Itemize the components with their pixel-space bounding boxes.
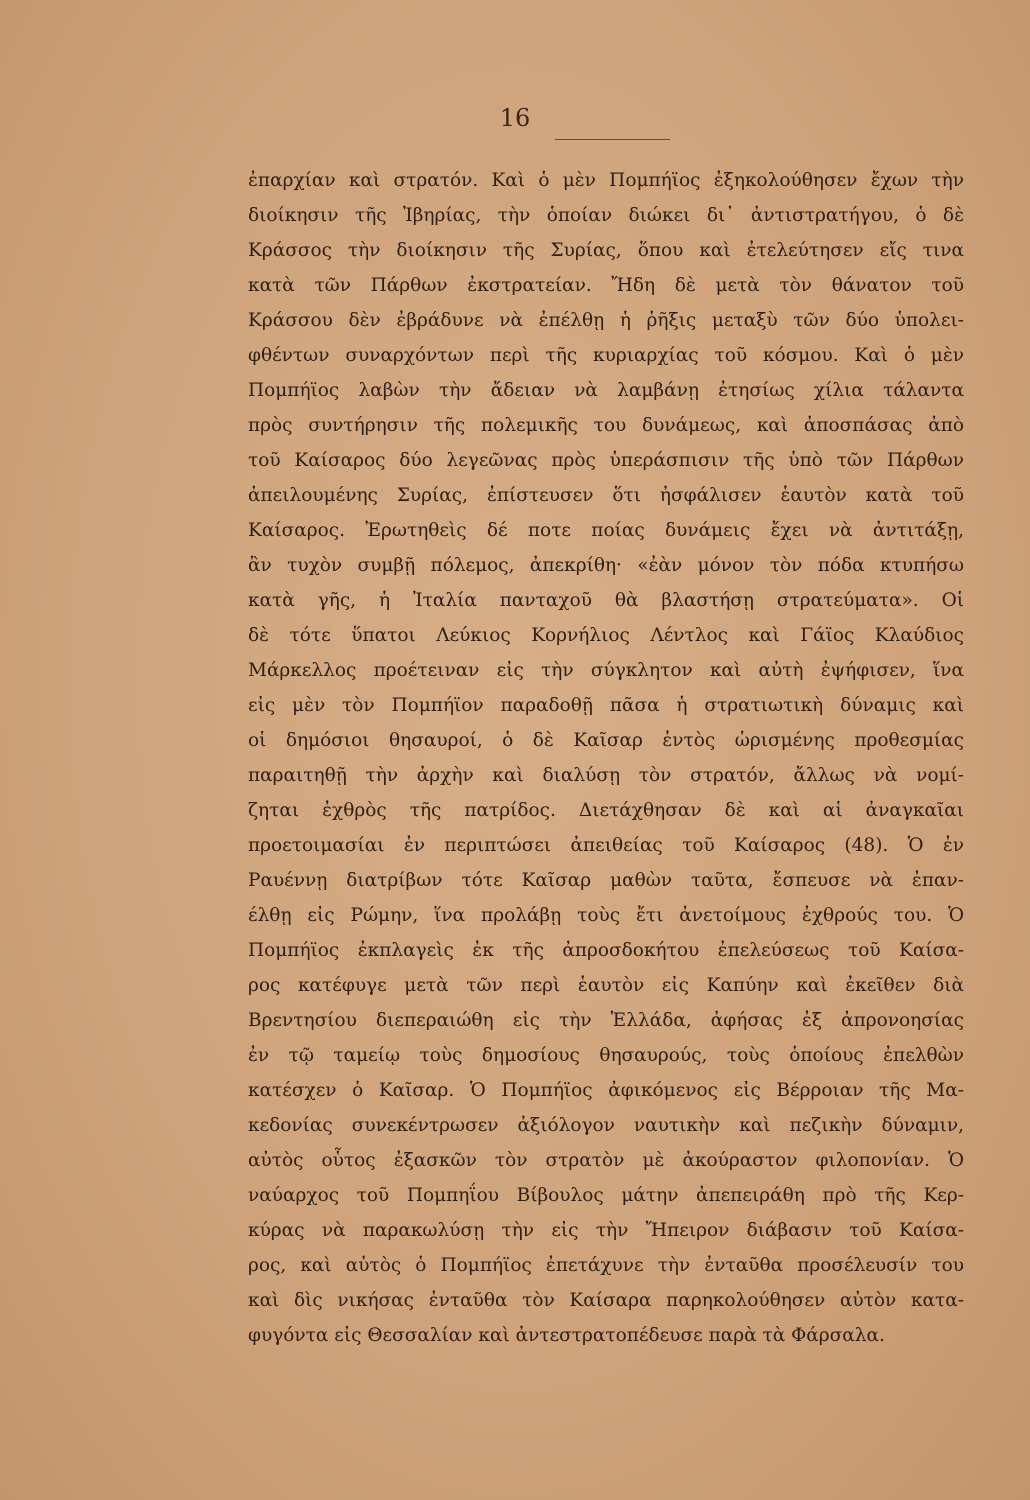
text-line: Καίσαρος. Ἐρωτηθεὶς δέ ποτε ποίας δυνάμεις ἔχει νὰ ἀντιτάξῃ, bbox=[248, 520, 964, 541]
text-line: κεδονίας συνεκέντρωσεν ἀξιόλογον ναυτικὴν καὶ πεζικὴν δύναμιν, bbox=[248, 1115, 964, 1136]
text-line: Πομπήϊος ἐκπλαγεὶς ἐκ τῆς ἀπροσδοκήτου ἐπελεύσεως τοῦ Καίσα- bbox=[248, 940, 964, 961]
text-line: ἐν τῷ ταμείῳ τοὺς δημοσίους θησαυρούς, τοὺς ὁποίους ἐπελθὼν bbox=[248, 1045, 964, 1066]
text-line: κατέσχεν ὁ Καῖσαρ. Ὁ Πομπήϊος ἀφικόμενος εἰς Βέρροιαν τῆς Μα- bbox=[248, 1080, 964, 1101]
text-line: ἂν τυχὸν συμβῇ πόλεμος, ἀπεκρίθη· «ἐὰν μόνον τὸν πόδα κτυπήσω bbox=[248, 555, 964, 576]
text-line: Ραυέννῃ διατρίβων τότε Καῖσαρ μαθὼν ταῦτα, ἔσπευσε νὰ ἐπαν- bbox=[248, 870, 964, 891]
text-line: Βρεντησίου διεπεραιώθη εἰς τὴν Ἑλλάδα, ἀφήσας ἐξ ἀπρονοησίας bbox=[248, 1010, 964, 1031]
text-line: οἱ δημόσιοι θησαυροί, ὁ δὲ Καῖσαρ ἐντὸς ὡρισμένης προθεσμίας bbox=[248, 730, 964, 751]
text-line: ρος, καὶ αὐτὸς ὁ Πομπήϊος ἐπετάχυνε τὴν ἐνταῦθα προσέλευσίν του bbox=[248, 1255, 964, 1276]
text-line: Πομπήϊος λαβὼν τὴν ἄδειαν νὰ λαμβάνῃ ἐτησίως χίλια τάλαντα bbox=[248, 380, 964, 401]
text-line: ἐπαρχίαν καὶ στρατόν. Καὶ ὁ μὲν Πομπήϊος ἐξηκολούθησεν ἔχων τὴν bbox=[248, 170, 964, 191]
text-line: δὲ τότε ὕπατοι Λεύκιος Κορνήλιος Λέντλος καὶ Γάϊος Κλαύδιος bbox=[248, 625, 964, 646]
text-line: κατὰ τῶν Πάρθων ἐκστρατείαν. Ἤδη δὲ μετὰ τὸν θάνατον τοῦ bbox=[248, 275, 964, 296]
text-line: κύρας νὰ παρακωλύσῃ τὴν εἰς τὴν Ἤπειρον διάβασιν τοῦ Καίσα- bbox=[248, 1220, 964, 1241]
text-line: Κράσσου δὲν ἐβράδυνε νὰ ἐπέλθῃ ἡ ῥῆξις μεταξὺ τῶν δύο ὑπολει- bbox=[248, 310, 964, 331]
text-line: Κράσσος τὴν διοίκησιν τῆς Συρίας, ὅπου καὶ ἐτελεύτησεν εἴς τινα bbox=[248, 240, 964, 261]
body-text bbox=[248, 163, 964, 1353]
text-line: Μάρκελλος προέτειναν εἰς τὴν σύγκλητον καὶ αὐτὴ ἐψήφισεν, ἵνα bbox=[248, 660, 964, 681]
text-line: εἰς μὲν τὸν Πομπήϊον παραδοθῇ πᾶσα ἡ στρατιωτικὴ δύναμις καὶ bbox=[248, 695, 964, 716]
text-line: ζηται ἐχθρὸς τῆς πατρίδος. Διετάχθησαν δὲ καὶ αἱ ἀναγκαῖαι bbox=[248, 800, 964, 821]
text-line: ἀπειλουμένης Συρίας, ἐπίστευσεν ὅτι ἠσφάλισεν ἑαυτὸν κατὰ τοῦ bbox=[248, 485, 964, 506]
text-line: παραιτηθῇ τὴν ἀρχὴν καὶ διαλύσῃ τὸν στρατόν, ἄλλως νὰ νομί- bbox=[248, 765, 964, 786]
text-line: φυγόντα εἰς Θεσσαλίαν καὶ ἀντεστρατοπέδευσε παρὰ τὰ Φάρσαλα. bbox=[248, 1325, 885, 1346]
text-line: έλθῃ εἰς Ρώμην, ἵνα προλάβῃ τοὺς ἔτι ἀνετοίμους ἐχθρούς του. Ὁ bbox=[248, 905, 964, 926]
text-line: διοίκησιν τῆς Ἰβηρίας, τὴν ὁποίαν διώκει δι᾽ ἀντιστρατήγου, ὁ δὲ bbox=[248, 205, 964, 226]
page-number: 16 bbox=[499, 104, 531, 132]
text-line: ρος κατέφυγε μετὰ τῶν περὶ ἑαυτὸν εἰς Καπύην καὶ ἐκεῖθεν διὰ bbox=[248, 975, 964, 996]
text-line: αὐτὸς οὗτος ἐξασκῶν τὸν στρατὸν μὲ ἀκούραστον φιλοπονίαν. Ὁ bbox=[248, 1150, 964, 1171]
header-rule bbox=[555, 139, 670, 140]
text-line: προετοιμασίαι ἐν περιπτώσει ἀπειθείας τοῦ Καίσαρος (48). Ὁ ἐν bbox=[248, 835, 964, 856]
text-line: πρὸς συντήρησιν τῆς πολεμικῆς του δυνάμεως, καὶ ἀποσπάσας ἀπὸ bbox=[248, 415, 964, 436]
text-line: καὶ δὶς νικήσας ἐνταῦθα τὸν Καίσαρα παρηκολούθησεν αὐτὸν κατα- bbox=[248, 1290, 964, 1311]
text-line: ναύαρχος τοῦ Πομπηΐου Βίβουλος μάτην ἀπεπειράθη πρὸ τῆς Κερ- bbox=[248, 1185, 964, 1206]
text-line: φθέντων συναρχόντων περὶ τῆς κυριαρχίας τοῦ κόσμου. Καὶ ὁ μὲν bbox=[248, 345, 964, 366]
text-line: κατὰ γῆς, ἡ Ἰταλία πανταχοῦ θὰ βλαστήσῃ στρατεύματα». Οἱ bbox=[248, 590, 964, 611]
text-line: τοῦ Καίσαρος δύο λεγεῶνας πρὸς ὑπεράσπισιν τῆς ὑπὸ τῶν Πάρθων bbox=[248, 450, 964, 471]
